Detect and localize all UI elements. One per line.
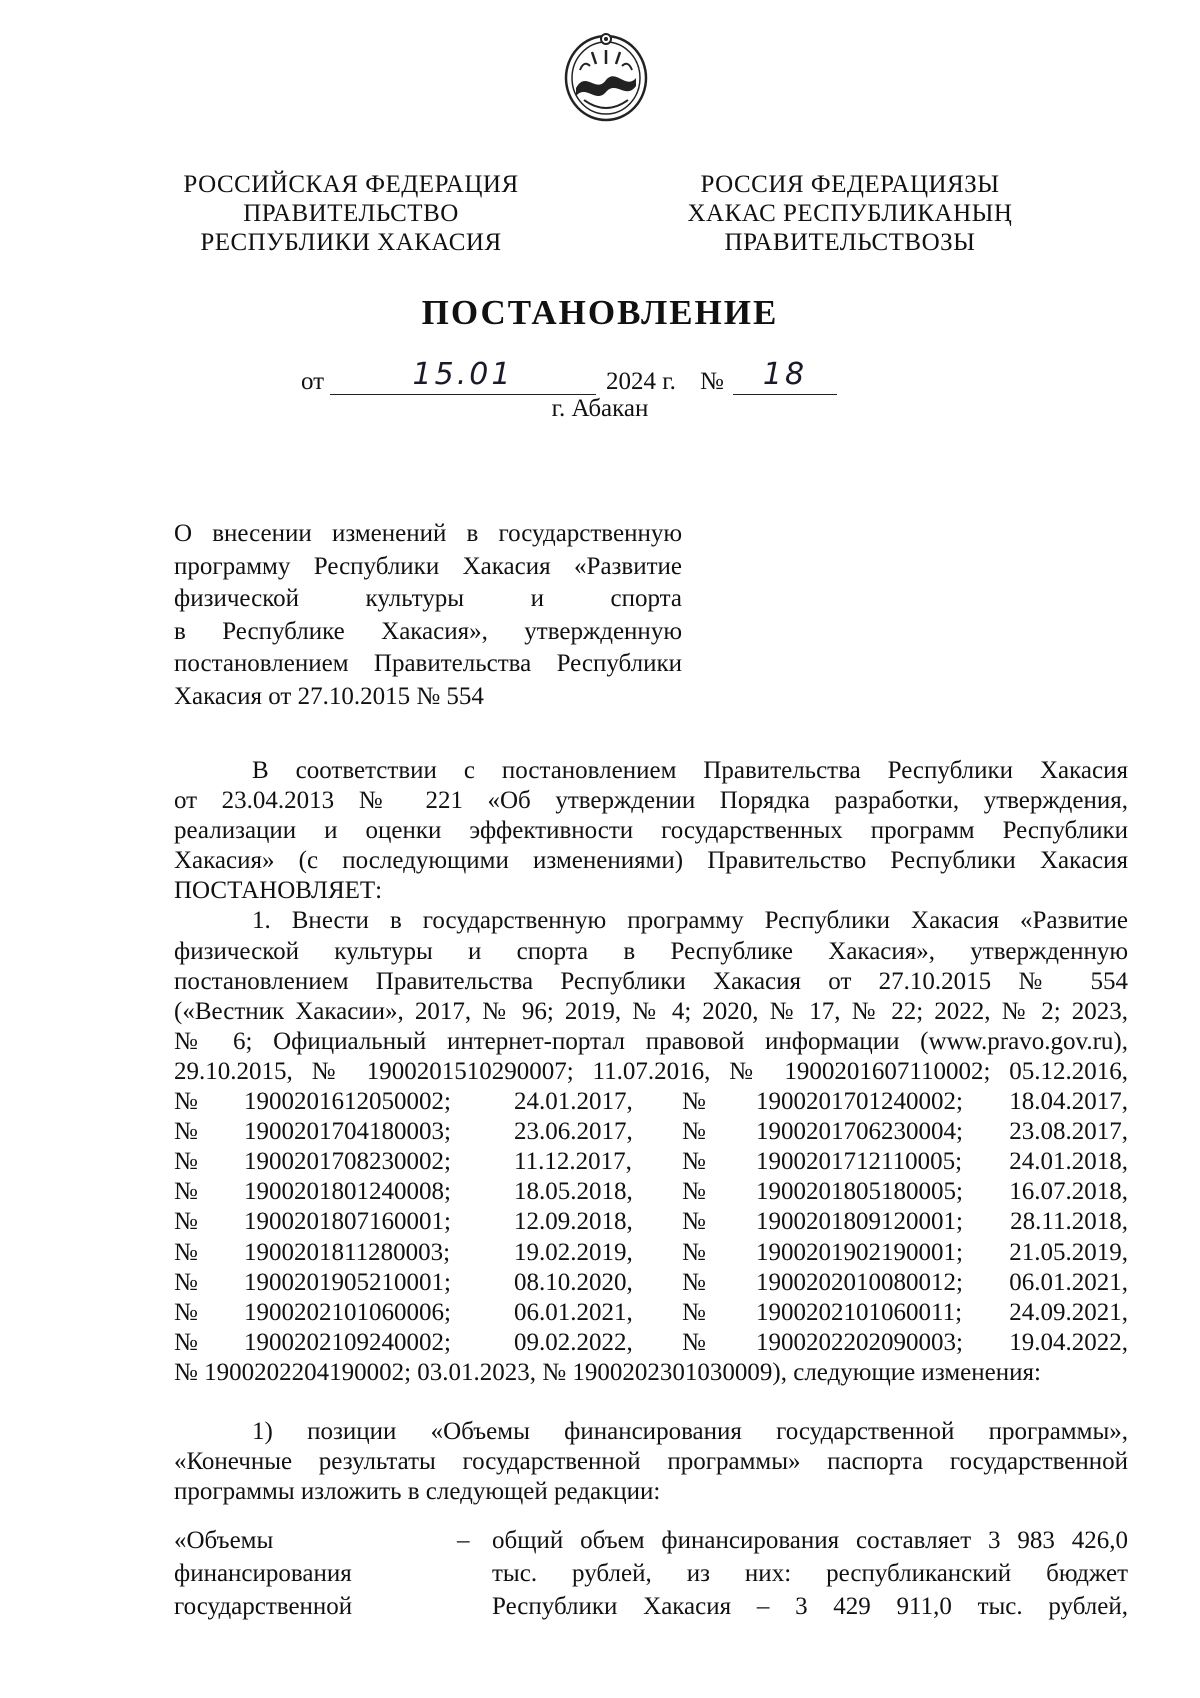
table-row — [174, 1328, 1128, 1358]
registration-date: 06.01.2021, — [1009, 1268, 1128, 1296]
number-sign: № — [682, 1268, 706, 1296]
registration-number: 1900201805180005; — [756, 1178, 963, 1206]
header-left-line: РЕСПУБЛИКИ ХАКАСИЯ — [200, 229, 502, 256]
subject-line: постановлением Правительства Республики — [174, 650, 682, 677]
subitem-line: «Конечные результаты государственной программы» паспорта государственной — [174, 1448, 1128, 1476]
city-label: г. Абакан — [551, 395, 649, 422]
item1-line: 29.10.2015, № 1900201510290007; 11.07.2016, № 1900201607110002; 05.12.2016, — [174, 1057, 1128, 1085]
preamble-line: ПОСТАНОВЛЯЕТ: — [174, 877, 383, 905]
header-right-line: ХАКАС РЕСПУБЛИКАНЫҢ — [687, 200, 1013, 227]
handwritten-date: 15.01 — [330, 360, 596, 395]
handwritten-number: 18 — [733, 360, 837, 395]
registration-number: 1900202010080012; — [756, 1268, 963, 1296]
registration-date: 12.09.2018, — [514, 1208, 633, 1236]
table-row — [174, 1147, 1128, 1177]
table-row — [174, 1268, 1128, 1298]
registration-date: 19.02.2019, — [514, 1238, 633, 1266]
registration-number: 1900201706230004; — [756, 1118, 963, 1146]
registration-number: 1900201701240002; — [756, 1088, 963, 1116]
registration-date: 24.09.2021, — [1009, 1298, 1128, 1326]
registration-date: 06.01.2021, — [514, 1298, 633, 1326]
year-label: 2024 г. — [606, 368, 676, 395]
number-sign: № — [682, 1148, 706, 1176]
coat-of-arms-emblem — [562, 30, 650, 122]
subject-line: в Республике Хакасия», утвержденную — [174, 617, 682, 645]
subject-line: Хакасия от 27.10.2015 № 554 — [174, 682, 484, 710]
registration-number: 1900202202090003; — [756, 1328, 963, 1356]
document-title: ПОСТАНОВЛЕНИЕ — [421, 293, 779, 332]
item1-line: постановлением Правительства Республики Хакасия от 27.10.2015 № 554 — [174, 967, 1128, 995]
preamble-line: Хакасия» (с последующими изменениями) Правительство Республики Хакасия — [174, 847, 1128, 875]
passport-value-line: общий объем финансирования составляет 3 983 426,0 — [492, 1527, 1128, 1554]
table-row — [174, 1087, 1128, 1117]
item1-line: физической культуры и спорта в Республике Хакасия», утвержденную — [174, 937, 1128, 965]
registration-number: 1900201704180003; — [244, 1118, 451, 1146]
preamble-line: В соответствии с постановлением Правительства Республики Хакасия — [252, 757, 1128, 784]
passport-position-name — [174, 1524, 434, 1623]
number-sign: № — [174, 1178, 198, 1206]
number-label: № — [700, 368, 724, 395]
subitem-line: 1) позиции «Объемы финансирования государственной программы», — [252, 1418, 1128, 1445]
registration-date: 28.11.2018, — [1010, 1208, 1128, 1236]
table-row — [174, 1117, 1128, 1147]
subject-line: О внесении изменений в государственную — [174, 520, 682, 547]
number-sign: № — [174, 1268, 198, 1296]
header-right-line: РОССИЯ ФЕДЕРАЦИЯЗЫ — [700, 171, 1000, 198]
registration-date: 18.05.2018, — [514, 1178, 633, 1206]
passport-label-line: финансирования — [174, 1560, 352, 1587]
subitem-line: программы изложить в следующей редакции: — [174, 1478, 661, 1506]
registration-number: 1900201902190001; — [756, 1238, 963, 1266]
subject-line: физической культуры и спорта — [174, 585, 682, 612]
header-right-khakas — [640, 170, 1060, 257]
number-sign: № — [174, 1208, 198, 1236]
registration-number: 1900201811280003; — [244, 1238, 451, 1266]
registration-number: 1900202101060006; — [244, 1298, 451, 1326]
registration-number: 1900201809120001; — [756, 1208, 963, 1236]
preamble-line: от 23.04.2013 № 221 «Об утверждении Порядка разработки, утверждения, — [174, 787, 1128, 815]
date-number-line — [0, 357, 1200, 400]
header-left-russian — [141, 170, 561, 257]
registration-date: 24.01.2018, — [1009, 1148, 1128, 1176]
registration-date: 08.10.2020, — [514, 1268, 633, 1296]
number-sign: № — [682, 1238, 706, 1266]
document-subject — [174, 518, 682, 713]
table-row — [174, 1207, 1128, 1237]
item1-tail-line: № 1900202204190002; 03.01.2023, № 1900202301030009), следующие изменения: — [174, 1358, 1041, 1386]
registration-number: 1900201801240008; — [244, 1178, 451, 1206]
registration-date: 11.12.2017, — [514, 1148, 632, 1176]
number-sign: № — [682, 1118, 706, 1146]
registration-date: 19.04.2022, — [1009, 1328, 1128, 1356]
number-sign: № — [174, 1148, 198, 1176]
registration-date: 16.07.2018, — [1009, 1178, 1128, 1206]
document-body — [174, 756, 1128, 1388]
table-row — [174, 1177, 1128, 1207]
registration-number: 1900201612050002; — [244, 1088, 451, 1116]
from-label: от — [301, 368, 325, 395]
number-sign: № — [174, 1238, 198, 1266]
number-sign: № — [174, 1088, 198, 1116]
number-sign: № — [174, 1118, 198, 1146]
preamble-line: реализации и оценки эффективности государственных программ Республики — [174, 817, 1128, 845]
table-row — [174, 1298, 1128, 1328]
passport-value-line: тыс. рублей, из них: республиканский бюджет — [492, 1560, 1128, 1587]
passport-label-line: государственной — [174, 1593, 353, 1620]
header-left-line: РОССИЙСКАЯ ФЕДЕРАЦИЯ — [183, 171, 519, 198]
item1-subitem — [174, 1417, 1128, 1507]
registration-numbers-table — [174, 1087, 1128, 1358]
passport-value-line: Республики Хакасия – 3 429 911,0 тыс. рублей, — [492, 1593, 1128, 1620]
number-sign: № — [174, 1328, 198, 1356]
registration-date: 18.04.2017, — [1009, 1088, 1128, 1116]
registration-number: 1900201712110005; — [756, 1148, 963, 1176]
item1-line: («Вестник Хакасии», 2017, № 96; 2019, № 4; 2020, № 17, № 22; 2022, № 2; 2023, — [174, 997, 1128, 1025]
registration-number: 1900201807160001; — [244, 1208, 451, 1236]
registration-date: 23.08.2017, — [1009, 1118, 1128, 1146]
passport-label-line: «Объемы — [174, 1527, 274, 1554]
header-right-line: ПРАВИТЕЛЬСТВОЗЫ — [724, 229, 976, 256]
passport-position-value — [492, 1524, 1128, 1623]
registration-number: 1900202109240002; — [244, 1328, 451, 1356]
header-left-line: ПРАВИТЕЛЬСТВО — [243, 200, 459, 227]
registration-number: 1900202101060011; — [756, 1298, 963, 1326]
registration-date: 21.05.2019, — [1009, 1238, 1128, 1266]
passport-dash: – — [457, 1527, 470, 1554]
number-sign: № — [682, 1328, 706, 1356]
registration-number: 1900201708230002; — [244, 1148, 451, 1176]
number-sign: № — [174, 1298, 198, 1326]
registration-date: 23.06.2017, — [514, 1118, 633, 1146]
registration-number: 1900201905210001; — [244, 1268, 451, 1296]
registration-date: 24.01.2017, — [514, 1088, 633, 1116]
item1-line: № 6; Официальный интернет-портал правовой информации (www.pravo.gov.ru), — [174, 1027, 1128, 1055]
subject-line: программу Республики Хакасия «Развитие — [174, 552, 682, 580]
registration-date: 09.02.2022, — [514, 1328, 633, 1356]
table-row — [174, 1238, 1128, 1268]
number-sign: № — [682, 1208, 706, 1236]
number-sign: № — [682, 1088, 706, 1116]
item1-line: 1. Внести в государственную программу Республики Хакасия «Развитие — [252, 907, 1128, 935]
number-sign: № — [682, 1298, 706, 1326]
number-sign: № — [682, 1178, 706, 1206]
